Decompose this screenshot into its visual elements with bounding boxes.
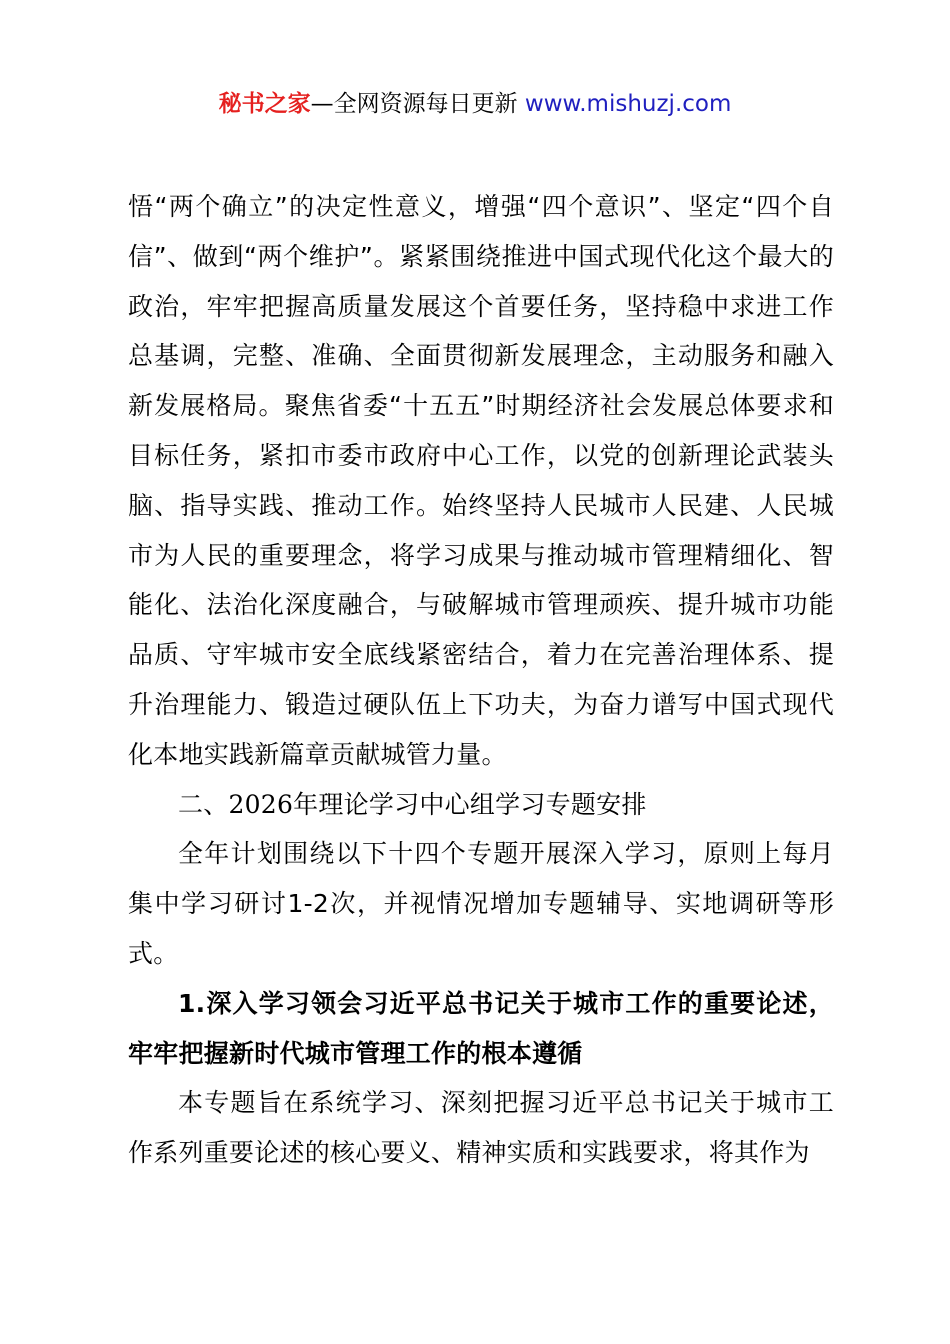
paragraph-intro-continued: 悟“两个确立”的决定性意义，增强“四个意识”、坚定“四个自信”、做到“两个维护”。紧紧围绕推进中国式现代化这个最大的政治，牢牢把握高质量发展这个首要任务，坚持稳中求进工作总基调，完整、准确、全面贯彻新发展理念，主动服务和融入新发展格局。聚焦省委“十五五”时期经济社会发展总体要求和目标任务，紧扣市委市政府中心工作，以党的创新理论武装头脑、指导实践、推动工作。始终坚持人民城市人民建、人民城市为人民的重要理念，将学习成果与推动城市管理精细化、智能化、法治化深度融合，与破解城市管理顽疾、提升城市功能品质、守牢城市安全底线紧密结合，着力在完善治理体系、提升治理能力、锻造过硬队伍上下功夫，为奋力谱写中国式现代化本地实践新篇章贡献城管力量。 [128,192,834,769]
document-body [128,182,834,1178]
header-tagline: —全网资源每日更新 [310,91,518,117]
paragraph-topic-1: 本专题旨在系统学习、深刻把握习近平总书记关于城市工作系列重要论述的核心要义、精神实质和实践要求，将其作为 [128,1088,834,1168]
section-heading: 二、2026年理论学习中心组学习专题安排 [178,789,647,819]
topic-heading-1: 1.深入学习领会习近平总书记关于城市工作的重要论述，牢牢把握新时代城市管理工作的根本遵循 [128,988,834,1068]
paragraph-plan: 全年计划围绕以下十四个专题开展深入学习，原则上每月集中学习研讨1-2次，并视情况增加专题辅导、实地调研等形式。 [128,839,834,968]
page-header [0,86,950,122]
brand-name: 秘书之家 [218,91,311,117]
site-url-link[interactable]: www.mishuzj.com [524,91,732,117]
